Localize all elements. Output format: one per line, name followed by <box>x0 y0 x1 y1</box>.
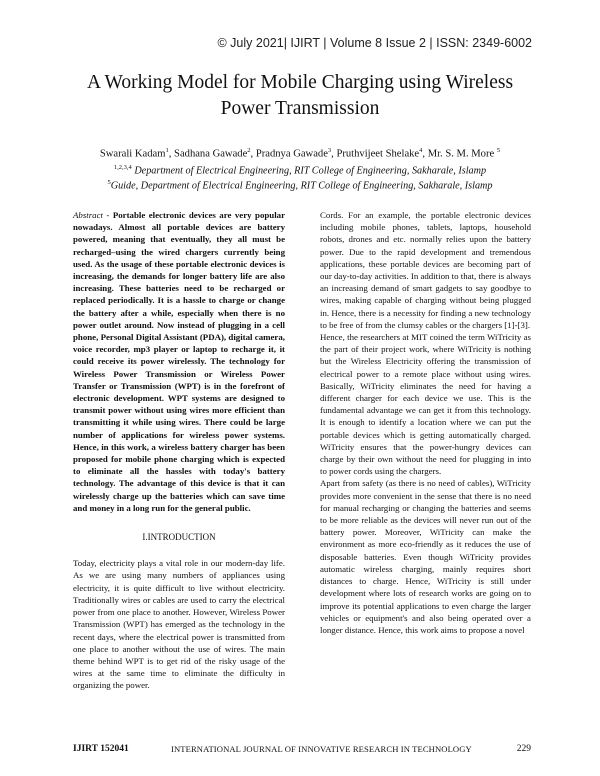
author-name: Pruthvijeet Shelake <box>336 148 420 160</box>
footer-journal-name: INTERNATIONAL JOURNAL OF INNOVATIVE RESEARCH IN TECHNOLOGY <box>171 744 472 754</box>
affiliation-2 <box>60 179 540 191</box>
footer-page-number: 229 <box>516 744 531 754</box>
left-column <box>73 209 285 692</box>
author-sup: 1 <box>165 147 169 154</box>
author-sup: 5 <box>496 147 501 154</box>
body-paragraph: Hence, the researchers at MIT coined the term WiTricity as the part of their project work, where WiTricity is nothing but the Wireless Electricity offering the transmission of electrical power to a remote place without using wires. Basically, WiTricity eliminates the need for having a different charger for each device we use. This is the fundamental advantage we can get it from this technology. It is enough to identify a location where we can put the portable devices which is getting automatically charged. WiTricity ensures that the power-hungry devices can charge by their own without the need for plugging in into to power cords using the chargers. <box>320 332 531 477</box>
author-name: Mr. S. M. More <box>427 148 495 160</box>
header-citation: © July 2021| IJIRT | Volume 8 Issue 2 | ISSN: 2349-6002 <box>217 36 532 50</box>
footer-journal-code: IJIRT 152041 <box>73 744 129 754</box>
abstract-label: Abstract - <box>73 210 110 220</box>
author-name: Pradnya Gawade <box>255 148 328 160</box>
affiliation-text: Department of Electrical Engineering, RIT College of Engineering, Sakharale, Islamp <box>134 165 487 177</box>
page-footer <box>73 744 531 758</box>
affiliation-sup: 1,2,3,4 <box>113 164 132 171</box>
right-column <box>320 209 531 636</box>
author-list: Swarali Kadam$^1$, Sadhana Gawade$^2$, Pradnya Gawade$^3$, Pruthvijeet Shelake$^4$, Mr. S. M. More $^5$ <box>99 147 501 160</box>
affiliation-text: Guide, Department of Electrical Engineering, RIT College of Engineering, Sakharale, Islamp <box>110 180 493 192</box>
author-sup: 2 <box>247 147 251 154</box>
body-paragraph: Cords. For an example, the portable electronic devices including mobile phones, tablets, laptops, household robots, drones and etc. normally relies upon the battery power. Due to the rapid development and tremendous applications, these portable devices are becoming part of our day-to-day activities. In addition to that, there is always an increasing demand of smart gadgets to say goodbye to wires, making capable of charging without being plugged in. Hence, there is a necessity for finding a new technology to be free of from the clumsy cables or the chargers [1]-[3]. <box>320 210 531 330</box>
abstract-text: Portable electronic devices are very popular nowadays. Almost all portable devices are battery powered, meaning that eventually, they all must be recharged–using the wired chargers currently being used. As the usage of these portable electronic devices is increasing, the demands for longer battery life are also increasing. These batteries need to be recharged or replaced periodically. It is a hassle to charge or change the battery after a while, especially when there is no power outlet around. Now instead of plugging in a cell phone, Personal Digital Assistant (PDA), digital camera, voice recorder, mp3 player or laptop to recharge it, it could receive its power wirelessly. The technology for Wireless Power Transmission or Wireless Power Transfer or Transmission (WPT) is in the forefront of electronic development. WPT systems are designed to transmit power without using wires more efficient than transmitting it while using wires. There could be large number of applications for wireless power systems. Hence, in this work, a wireless battery charger has been proposed for mobile phone charging which is expected to eliminate all the hassles with today's battery technology. The advantage of this device is that it can wirelessly charge up the batteries which can save time and money in a long run for the general public. <box>73 210 286 513</box>
affiliation-1 <box>60 164 540 176</box>
author-name: Swarali Kadam <box>99 148 166 160</box>
affiliation-sup: 5 <box>107 179 111 186</box>
intro-paragraph: Today, electricity plays a vital role in our modern-day life. As we are using many numbers of appliances using electricity, it is quite difficult to live without electricity. Traditionally wires or cables are used to carry the electrical power from one place to another. However, Wireless Power Transmission (WPT) has emerged as the technology in the recent days, where the electrical power is transmitted from one place to another without the use of wires. The main theme behind WPT is to get rid of the risky usage of the wires at the same time to eliminate the difficulty in organizing the power. <box>73 558 285 691</box>
paper-title-line-2: Power Transmission <box>220 98 380 119</box>
author-sup: 4 <box>419 147 423 154</box>
author-sup: 3 <box>327 147 332 154</box>
abstract <box>73 209 285 514</box>
body-paragraph: Apart from safety (as there is no need of cables), WiTricity provides more convenient in the sense that there is no need for manual recharging or changing the batteries and seems to be more reliable as the devices will never run out of the battery power. Moreover, WiTricity can make the environment as more eco-friendly as it reduces the use of disposable batteries. Even though WiTricity provides automatic wireless charging, mainly requires short distances to charge. Hence, WiTricity is still under development where lots of research works are going on to improve its potential applications to even charge the larger vehicles or equipment's and also being operated over a longer distance. Hence, this work aims to propose a novel <box>320 478 531 635</box>
paper-title-line-1: A Working Model for Mobile Charging using Wireless <box>86 72 514 93</box>
author-name: Sadhana Gawade <box>174 148 248 160</box>
paper-title <box>60 70 540 122</box>
section-heading-introduction: I.INTRODUCTION <box>142 532 216 543</box>
